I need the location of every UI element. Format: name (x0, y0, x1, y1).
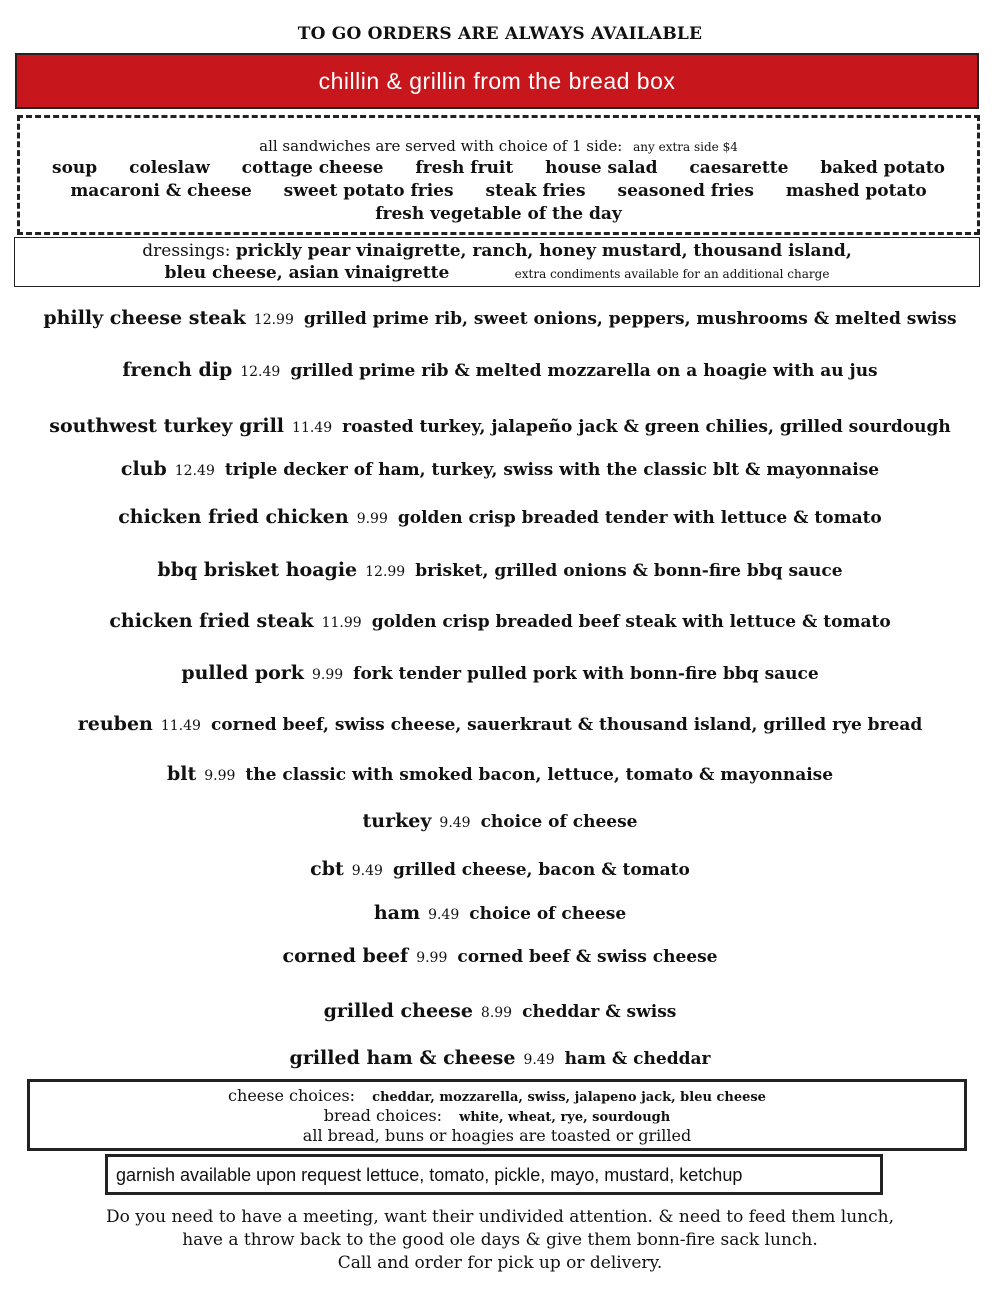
menu-item (0, 1047, 1000, 1069)
menu-item-desc: fork tender pulled pork with bonn-fire bbq sauce (353, 664, 819, 684)
side-item: sweet potato fries (283, 181, 454, 201)
extra-side-price: any extra side $4 (633, 140, 738, 154)
side-item: fresh fruit (415, 158, 514, 178)
menu-item-desc: triple decker of ham, turkey, swiss with the classic blt & mayonnaise (224, 460, 880, 480)
menu-item-name: ham (373, 902, 421, 924)
garnish-box: garnish available upon request lettuce, tomato, pickle, mayo, mustard, ketchup (105, 1154, 883, 1195)
menu-item-price: 12.49 (174, 463, 215, 479)
menu-item-name: pulled pork (181, 662, 304, 684)
side-item: seasoned fries (617, 181, 754, 201)
menu-item (0, 359, 1000, 381)
bread-label: bread choices: (323, 1106, 443, 1125)
menu-item-price: 9.99 (416, 950, 448, 966)
side-item: steak fries (485, 181, 586, 201)
menu-item-name: grilled cheese (323, 1000, 473, 1022)
menu-item-name: cbt (310, 858, 344, 880)
menu-item-name: southwest turkey grill (49, 415, 285, 437)
side-item: fresh vegetable of the day (375, 204, 622, 224)
menu-item (0, 415, 1000, 437)
menu-item-desc: choice of cheese (480, 812, 638, 832)
menu-item-desc: golden crisp breaded tender with lettuce & tomato (397, 508, 882, 528)
menu-item-price: 9.49 (428, 907, 460, 923)
menu-item-desc: cheddar & swiss (522, 1002, 677, 1022)
menu-item-desc: choice of cheese (469, 904, 627, 924)
menu-item-price: 9.99 (356, 511, 388, 527)
menu-item-price: 8.99 (480, 1005, 513, 1021)
menu-item-name: philly cheese steak (43, 307, 246, 329)
menu-item-name: french dip (122, 359, 233, 381)
choices-box (27, 1079, 967, 1151)
dressings-box (14, 237, 980, 287)
sides-row-2 (20, 180, 977, 203)
menu-item (0, 307, 1000, 329)
menu-item-price: 11.49 (160, 718, 201, 734)
menu-item (0, 810, 1000, 832)
menu-item-price: 11.49 (292, 420, 333, 436)
menu-item-name: grilled ham & cheese (289, 1047, 516, 1069)
menu-item-price: 9.49 (351, 863, 383, 879)
menu-item (0, 662, 1000, 684)
side-item: caesarette (689, 158, 789, 178)
menu-item-name: bbq brisket hoagie (157, 559, 358, 581)
menu-item-price: 12.49 (240, 364, 281, 380)
menu-item (0, 458, 1000, 480)
footer-line: Do you need to have a meeting, want their undivided attention. & need to feed them lunch, (106, 1207, 894, 1227)
menu-item (0, 559, 1000, 581)
toasted-note: all bread, buns or hoagies are toasted or grilled (302, 1126, 692, 1145)
menu-item-price: 9.49 (523, 1052, 555, 1068)
sides-box (17, 115, 980, 235)
sides-row-1 (20, 157, 977, 180)
menu-item (0, 1000, 1000, 1022)
side-item: house salad (545, 158, 658, 178)
menu-item-desc: corned beef & swiss cheese (457, 947, 718, 967)
menu-item-desc: ham & cheddar (564, 1049, 711, 1069)
menu-item-desc: grilled prime rib, sweet onions, peppers, mushrooms & melted swiss (303, 309, 957, 329)
side-item: coleslaw (129, 158, 210, 178)
menu-item-desc: golden crisp breaded beef steak with lettuce & tomato (371, 612, 891, 632)
footer-line: have a throw back to the good ole days & give them bonn-fire sack lunch. (182, 1230, 818, 1250)
bread-list: white, wheat, rye, sourdough (459, 1110, 671, 1125)
menu-item-name: club (120, 458, 167, 480)
menu-item (0, 763, 1000, 785)
menu-item (0, 902, 1000, 924)
menu-item (0, 610, 1000, 632)
condiments-note: extra condiments available for an additional charge (514, 267, 830, 281)
dressings-list-1: prickly pear vinaigrette, ranch, honey mustard, thousand island, (235, 241, 852, 261)
sides-intro-text: all sandwiches are served with choice of 1 side: (259, 137, 623, 155)
menu-banner: chillin & grillin from the bread box (15, 53, 979, 109)
menu-item-name: blt (166, 763, 197, 785)
dressings-list-2: bleu cheese, asian vinaigrette (164, 263, 450, 283)
cheese-label: cheese choices: (228, 1086, 356, 1105)
menu-item-price: 9.49 (439, 815, 471, 831)
menu-item-desc: the classic with smoked bacon, lettuce, tomato & mayonnaise (245, 765, 834, 785)
menu-item (0, 858, 1000, 880)
footer (0, 1206, 1000, 1275)
menu-item-price: 12.99 (365, 564, 406, 580)
menu-item-price: 12.99 (253, 312, 294, 328)
menu-item (0, 945, 1000, 967)
menu-item (0, 713, 1000, 735)
side-item: mashed potato (785, 181, 927, 201)
side-item: cottage cheese (241, 158, 384, 178)
menu-item-desc: brisket, grilled onions & bonn-fire bbq sauce (415, 561, 843, 581)
menu-item-price: 11.99 (321, 615, 362, 631)
footer-line: Call and order for pick up or delivery. (337, 1253, 663, 1273)
sides-row-3 (20, 203, 977, 226)
menu-item-desc: grilled cheese, bacon & tomato (392, 860, 690, 880)
side-item: macaroni & cheese (70, 181, 252, 201)
menu-item-price: 9.99 (311, 667, 344, 683)
menu-item-desc: grilled prime rib & melted mozzarella on a hoagie with au jus (290, 361, 878, 381)
menu-item-name: reuben (77, 713, 153, 735)
cheese-list: cheddar, mozzarella, swiss, jalapeno jack, bleu cheese (372, 1090, 766, 1105)
menu-item-name: chicken fried steak (109, 610, 314, 632)
menu-item-desc: roasted turkey, jalapeño jack & green chilies, grilled sourdough (342, 417, 951, 437)
sides-intro (20, 136, 977, 157)
menu-item-name: corned beef (282, 945, 409, 967)
menu-item-price: 9.99 (204, 768, 236, 784)
menu-item-name: chicken fried chicken (118, 506, 349, 528)
menu-item (0, 506, 1000, 528)
side-item: baked potato (820, 158, 945, 178)
to-go-note: TO GO ORDERS ARE ALWAYS AVAILABLE (297, 24, 703, 44)
dressings-label: dressings: (142, 241, 231, 261)
menu-item-name: turkey (362, 810, 432, 832)
side-item: soup (52, 158, 98, 178)
menu-item-desc: corned beef, swiss cheese, sauerkraut & thousand island, grilled rye bread (210, 715, 923, 735)
